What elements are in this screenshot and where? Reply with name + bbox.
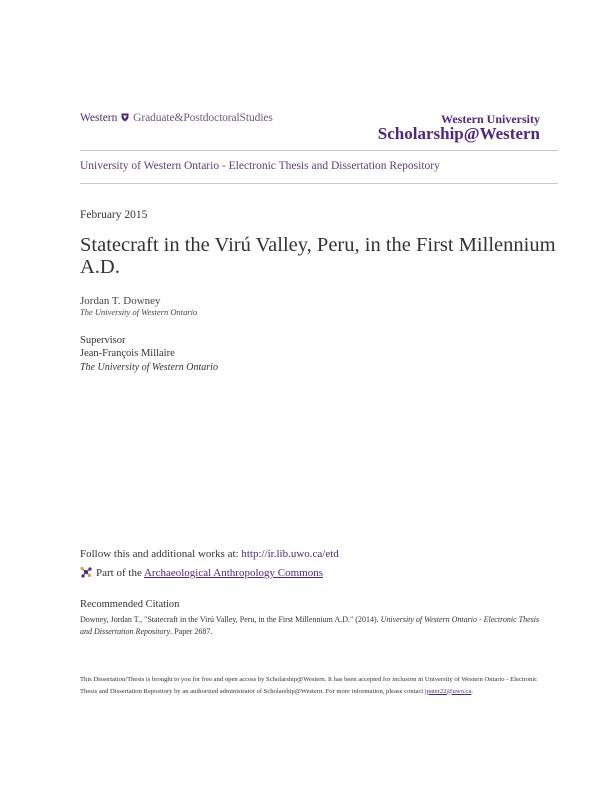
follow-line: [80, 548, 339, 560]
citation-suffix: . Paper 2687.: [170, 627, 213, 636]
follow-url-link[interactable]: http://ir.lib.uwo.ca/etd: [241, 548, 339, 560]
recommended-citation-heading: Recommended Citation: [80, 599, 180, 610]
document-title: Statecraft in the Virú Valley, Peru, in the First Millennium A.D.: [80, 234, 556, 278]
author-block: [80, 295, 197, 317]
commons-link[interactable]: Archaeological Anthropology Commons: [143, 567, 323, 579]
divider-bottom: [80, 183, 558, 184]
recommended-citation-body: [80, 614, 550, 638]
author-affiliation: The University of Western Ontario: [80, 307, 198, 317]
footer-text: This Dissertation/Thesis is brought to you for free and open access by Scholarship@Western. It has been accepted for inclusion in University of Western Ontario - Electronic Thesis and Dissertation Repository by an authorized administrator of Scholarship@Western. For more information, please contact: [80, 676, 538, 695]
header-university: Western University: [441, 112, 540, 126]
network-icon: [80, 566, 92, 581]
author-name: Jordan T. Downey: [80, 295, 161, 307]
part-of-line: [80, 566, 323, 581]
divider-top: [80, 150, 558, 151]
citation-plain: Downey, Jordan T., "Statecraft in the Virú Valley, Peru, in the First Millennium A.D." (2014).: [80, 615, 381, 624]
header-brand-left: [80, 112, 273, 125]
publication-date: February 2015: [80, 209, 148, 221]
citation-italic: University of Western Ontario - Electronic Thesis and Dissertation Repository: [80, 615, 540, 636]
follow-text: Follow this and additional works at:: [80, 548, 242, 560]
part-of-text: Part of the: [96, 567, 144, 579]
header-scholarship[interactable]: Scholarship@Western: [377, 124, 540, 143]
supervisor-label: Supervisor: [80, 335, 126, 346]
footer-end: .: [471, 687, 474, 695]
repository-link[interactable]: University of Western Ontario - Electronic Thesis and Dissertation Repository: [80, 160, 440, 172]
brand-graduate-studies: Graduate&PostdoctoralStudies: [133, 112, 273, 124]
shield-icon: [121, 113, 129, 125]
brand-western: Western: [80, 112, 118, 124]
supervisor-affiliation: The University of Western Ontario: [80, 362, 218, 373]
supervisor-name: Jean-François Millaire: [80, 348, 175, 359]
contact-email-link[interactable]: jpater22@uwo.ca: [424, 687, 472, 695]
footer-notice: [80, 674, 550, 697]
